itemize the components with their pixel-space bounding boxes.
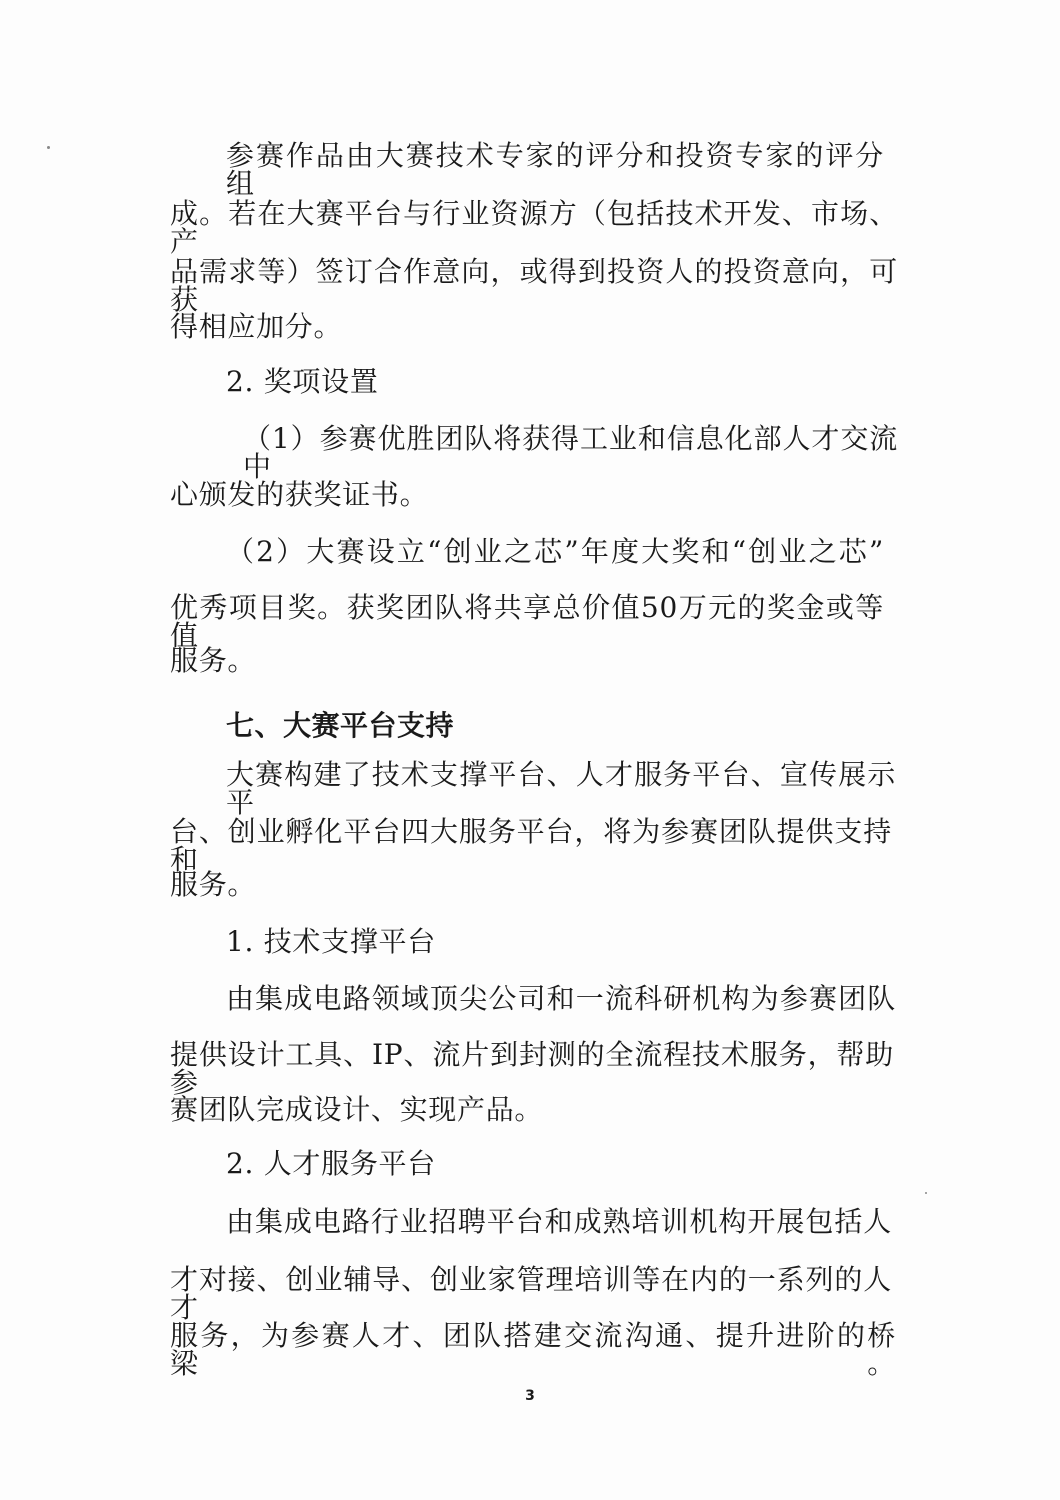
paragraph-line: 才对接、创业辅导、创业家管理培训等在内的一系列的人才 xyxy=(170,1263,892,1324)
page-number: 3 xyxy=(525,1388,535,1404)
section-subheading: 1. 技术支撑平台 xyxy=(226,925,436,958)
paragraph-line: 台、创业孵化平台四大服务平台，将为参赛团队提供支持和 xyxy=(170,815,892,876)
paragraph-line: （2）大赛设立“创业之芯”年度大奖和“创业之芯” xyxy=(226,535,884,568)
paragraph-line: 由集成电路行业招聘平台和成熟培训机构开展包括人 xyxy=(226,1205,892,1238)
paragraph-line: 赛团队完成设计、实现产品。 xyxy=(170,1093,544,1126)
section-subheading: 2. 人才服务平台 xyxy=(226,1147,436,1180)
section-subheading: 2. 奖项设置 xyxy=(226,365,379,398)
paragraph-line: 由集成电路领域顶尖公司和一流科研机构为参赛团队 xyxy=(226,982,896,1015)
scan-speck xyxy=(925,1192,927,1194)
paragraph-line: 品需求等）签订合作意向，或得到投资人的投资意向，可获 xyxy=(170,255,898,316)
paragraph-line: 大赛构建了技术支撑平台、人才服务平台、宣传展示平 xyxy=(226,758,896,819)
paragraph-line: （1）参赛优胜团队将获得工业和信息化部人才交流中 xyxy=(243,422,898,483)
scan-speck xyxy=(47,146,50,149)
paragraph-line: 心颁发的获奖证书。 xyxy=(170,478,429,511)
paragraph-line: 成。若在大赛平台与行业资源方（包括技术开发、市场、产 xyxy=(170,197,898,258)
paragraph-line: 得相应加分。 xyxy=(170,310,343,343)
paragraph-line: 服务。 xyxy=(170,644,257,677)
section-heading: 七、大赛平台支持 xyxy=(226,709,455,742)
paragraph-line: 服务。 xyxy=(170,868,257,901)
paragraph-line: 服务，为参赛人才、团队搭建交流沟通、提升进阶的桥梁。 xyxy=(170,1319,896,1380)
paragraph-line: 提供设计工具、IP、流片到封测的全流程技术服务，帮助参 xyxy=(170,1038,894,1099)
paragraph-line: 优秀项目奖。获奖团队将共享总价值50万元的奖金或等值 xyxy=(170,591,884,652)
paragraph-line: 参赛作品由大赛技术专家的评分和投资专家的评分组 xyxy=(226,139,884,200)
